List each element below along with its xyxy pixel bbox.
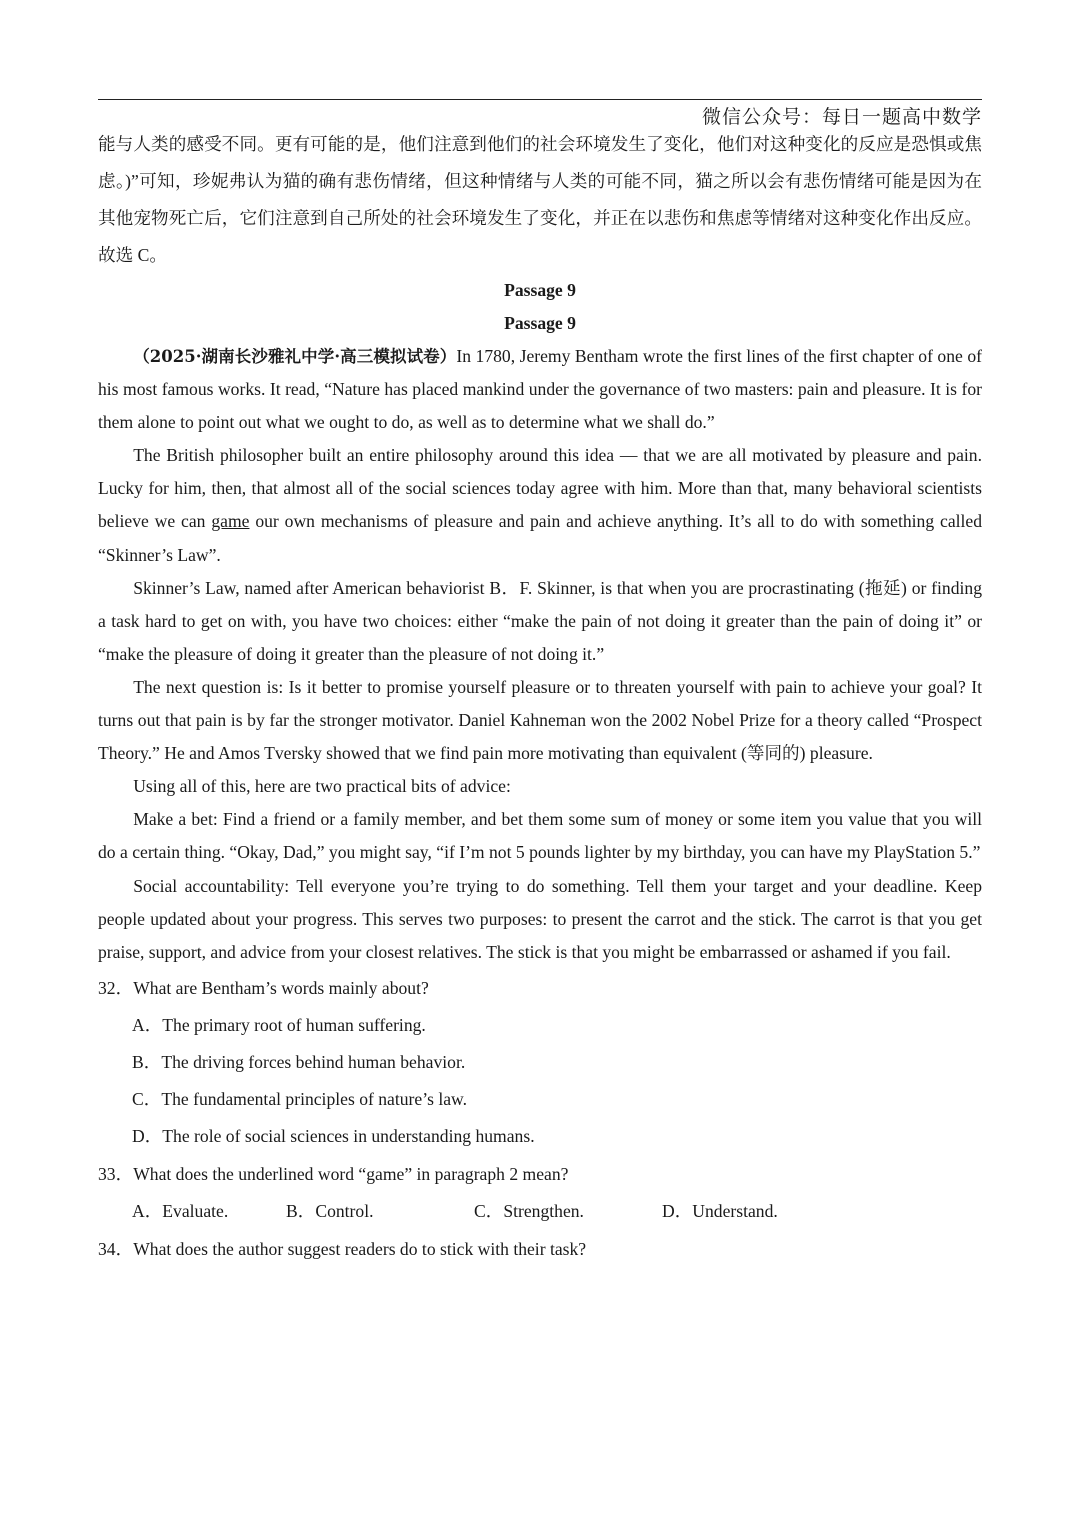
- question-33-stem: 33．What does the underlined word “game” in paragraph 2 mean?: [98, 1163, 569, 1184]
- question-33-option-a: A．Evaluate.: [132, 1200, 229, 1221]
- question-32-option-b: B．The driving forces behind human behavior.: [132, 1051, 466, 1072]
- passage-title-repeat: Passage 9: [504, 313, 576, 333]
- question-32-option-c: C．The fundamental principles of nature’s law.: [132, 1088, 467, 1109]
- paragraph-2-before: The British philosopher built an entire philosophy around this idea — that we are all motivated by pleasure and pain. Lucky for him, then, that almost all of the social sciences today agree with him. More than that, many behavioral scientists believe we can: [98, 445, 982, 532]
- paragraph-1-text: In 1780, Jeremy Bentham wrote the first lines of the first chapter of one of his most famous works. It read, “Nature has placed mankind under the governance of two masters: pain and pleasure. It is for them alone to point out what we ought to do, as well as to determine what we shall do.”: [98, 346, 982, 433]
- passage-paragraph-5: Using all of this, here are two practical bits of advice:: [133, 776, 511, 797]
- question-33-option-b: B．Control.: [286, 1200, 374, 1221]
- question-33-option-d: D．Understand.: [662, 1200, 778, 1221]
- question-32-stem: 32．What are Bentham’s words mainly about?: [98, 977, 429, 998]
- question-33-option-c: C．Strengthen.: [474, 1200, 584, 1221]
- source-label: （2025·湖南长沙雅礼中学·高三模拟试卷）: [133, 347, 457, 366]
- page-content: [98, 126, 982, 1268]
- passage-paragraph-1: [98, 340, 982, 439]
- question-34-stem: 34．What does the author suggest readers do to stick with their task?: [98, 1238, 587, 1259]
- question-33-options: [98, 1193, 982, 1230]
- passage-paragraph-7: Social accountability: Tell everyone you’re trying to do something. Tell them your target and your deadline. Keep people updated about your progress. This serves two purposes: to present the carrot and the stick. The carrot is that you get praise, support, and advice from your closest relatives. The stick is that you might be embarrassed or ashamed if you fail.: [98, 875, 982, 962]
- paragraph-2-after: our own mechanisms of pleasure and pain and achieve anything. It’s all to do with something called “Skinner’s Law”.: [98, 511, 983, 565]
- intro-cn-paragraph: 能与人类的感受不同。更有可能的是，他们注意到他们的社会环境发生了变化，他们对这种变化的反应是恐惧或焦虑。)”可知，珍妮弗认为猫的确有悲伤情绪，但这种情绪与人类的可能不同，猫之所以会有悲伤情绪可能是因为在其他宠物死亡后，它们注意到自己所处的社会环境发生了变化，并正在以悲伤和焦虑等情绪对这种变化作出反应。故选 C。: [98, 134, 982, 265]
- header-rule: [98, 99, 982, 100]
- passage-title: Passage 9: [504, 280, 576, 300]
- passage-paragraph-3: Skinner’s Law, named after American behaviorist B．F. Skinner, is that when you are procrastinating (拖延) or finding a task hard to get on with, you have two choices: either “make the pain of not doing it greater than the pain of doing it” or “make the pleasure of doing it greater than the pleasure of not doing it.”: [98, 577, 982, 664]
- wechat-header: 微信公众号：每日一题高中数学: [701, 106, 982, 128]
- passage-paragraph-4: The next question is: Is it better to promise yourself pleasure or to threaten yourself with pain to achieve your goal? It turns out that pain is by far the stronger motivator. Daniel Kahneman won the 2002 Nobel Prize for a theory called “Prospect Theory.” He and Amos Tversky showed that we find pain more motivating than equivalent (等同的) pleasure.: [98, 676, 982, 764]
- passage-paragraph-6: Make a bet: Find a friend or a family member, and bet them some sum of money or some item you value that you will do a certain thing. “Okay, Dad,” you might say, “if I’m not 5 pounds lighter by my birthday, you can have my PlayStation 5.”: [98, 809, 982, 863]
- question-32-option-a: A．The primary root of human suffering.: [132, 1014, 426, 1035]
- underlined-word-game: game: [211, 511, 250, 532]
- passage-paragraph-2: [98, 439, 982, 571]
- question-32-option-d: D．The role of social sciences in understanding humans.: [132, 1125, 535, 1146]
